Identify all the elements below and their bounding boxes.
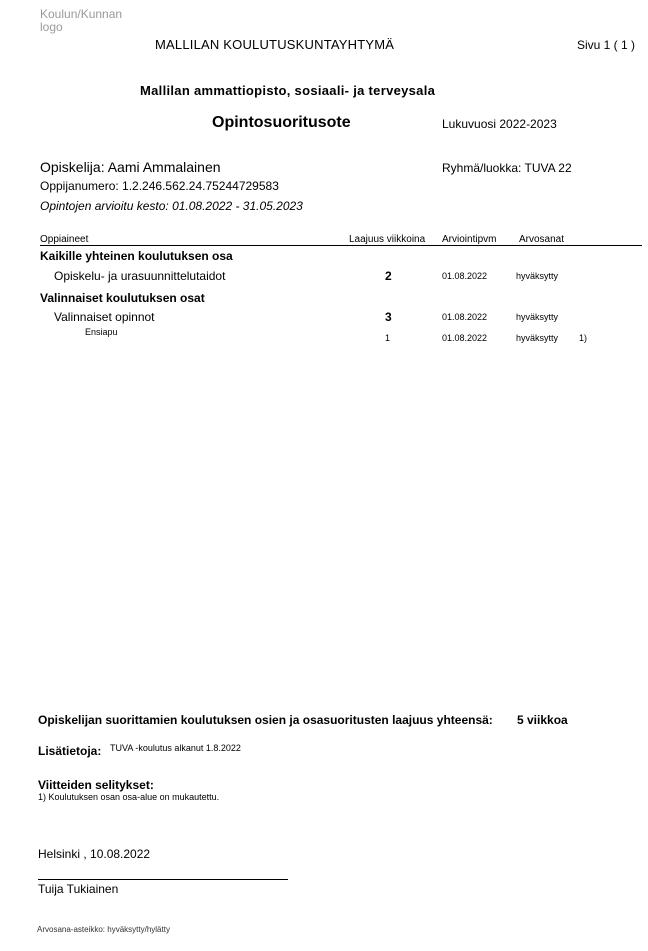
signer-name: Tuija Tukiainen: [38, 882, 119, 896]
row-date: 01.08.2022: [442, 271, 488, 281]
document-title: Opintosuoritusote: [212, 114, 351, 131]
column-header-subjects: Oppiaineet: [40, 234, 89, 245]
row-date: 01.08.2022: [442, 312, 488, 322]
row-date: 01.08.2022: [442, 333, 488, 343]
student-name: Opiskelija: Aami Ammalainen: [40, 159, 221, 175]
row-scope: 3: [385, 310, 392, 324]
student-group: Ryhmä/luokka: TUVA 22: [442, 161, 572, 175]
study-duration: Opintojen arvioitu kesto: 01.08.2022 - 31.05.2023: [40, 199, 303, 213]
learner-id: Oppijanumero: 1.2.246.562.24.75244729583: [40, 179, 279, 193]
row-subject: Valinnaiset koulutuksen osat: [40, 291, 205, 305]
total-scope-label: Opiskelijan suorittamien koulutuksen osien ja osasuoritusten laajuus yhteensä:: [38, 713, 493, 727]
school-name: Mallilan ammattiopisto, sosiaali- ja terveysala: [140, 83, 436, 98]
row-grade: hyväksytty: [516, 312, 559, 322]
footnote-1: 1) Koulutuksen osan osa-alue on mukautettu.: [38, 792, 220, 802]
column-header-scope: Laajuus viikkoina: [349, 234, 426, 245]
row-subject: Ensiapu: [85, 327, 118, 337]
signature-line: [38, 879, 288, 880]
additional-info-label: Lisätietoja:: [38, 744, 102, 758]
column-header-grade: Arvosanat: [519, 234, 565, 245]
row-grade: hyväksytty: [516, 271, 559, 281]
table-header: [40, 234, 642, 246]
page-number: Sivu 1 ( 1 ): [577, 38, 636, 52]
place-and-date: Helsinki , 10.08.2022: [38, 847, 151, 861]
grading-scale: Arvosana-asteikko: hyväksytty/hylätty: [37, 925, 170, 934]
total-scope-value: 5 viikkoa: [517, 713, 568, 727]
row-scope: 2: [385, 269, 392, 283]
row-scope: 1: [385, 333, 391, 343]
row-subject: Opiskelu- ja urasuunnittelutaidot: [54, 269, 226, 283]
row-subject: Kaikille yhteinen koulutuksen osa: [40, 249, 233, 263]
school-logo-placeholder: Koulun/Kunnan logo: [40, 7, 123, 34]
footnotes-title: Viitteiden selitykset:: [38, 778, 154, 792]
row-footnote-ref: 1): [579, 333, 588, 343]
column-header-date: Arviointipvm: [442, 234, 497, 245]
academic-year: Lukuvuosi 2022-2023: [442, 117, 557, 131]
organization-name: MALLILAN KOULUTUSKUNTAYHTYMÄ: [155, 37, 395, 52]
row-grade: hyväksytty: [516, 333, 559, 343]
row-subject: Valinnaiset opinnot: [54, 310, 155, 324]
additional-info-value: TUVA -koulutus alkanut 1.8.2022: [110, 743, 241, 753]
